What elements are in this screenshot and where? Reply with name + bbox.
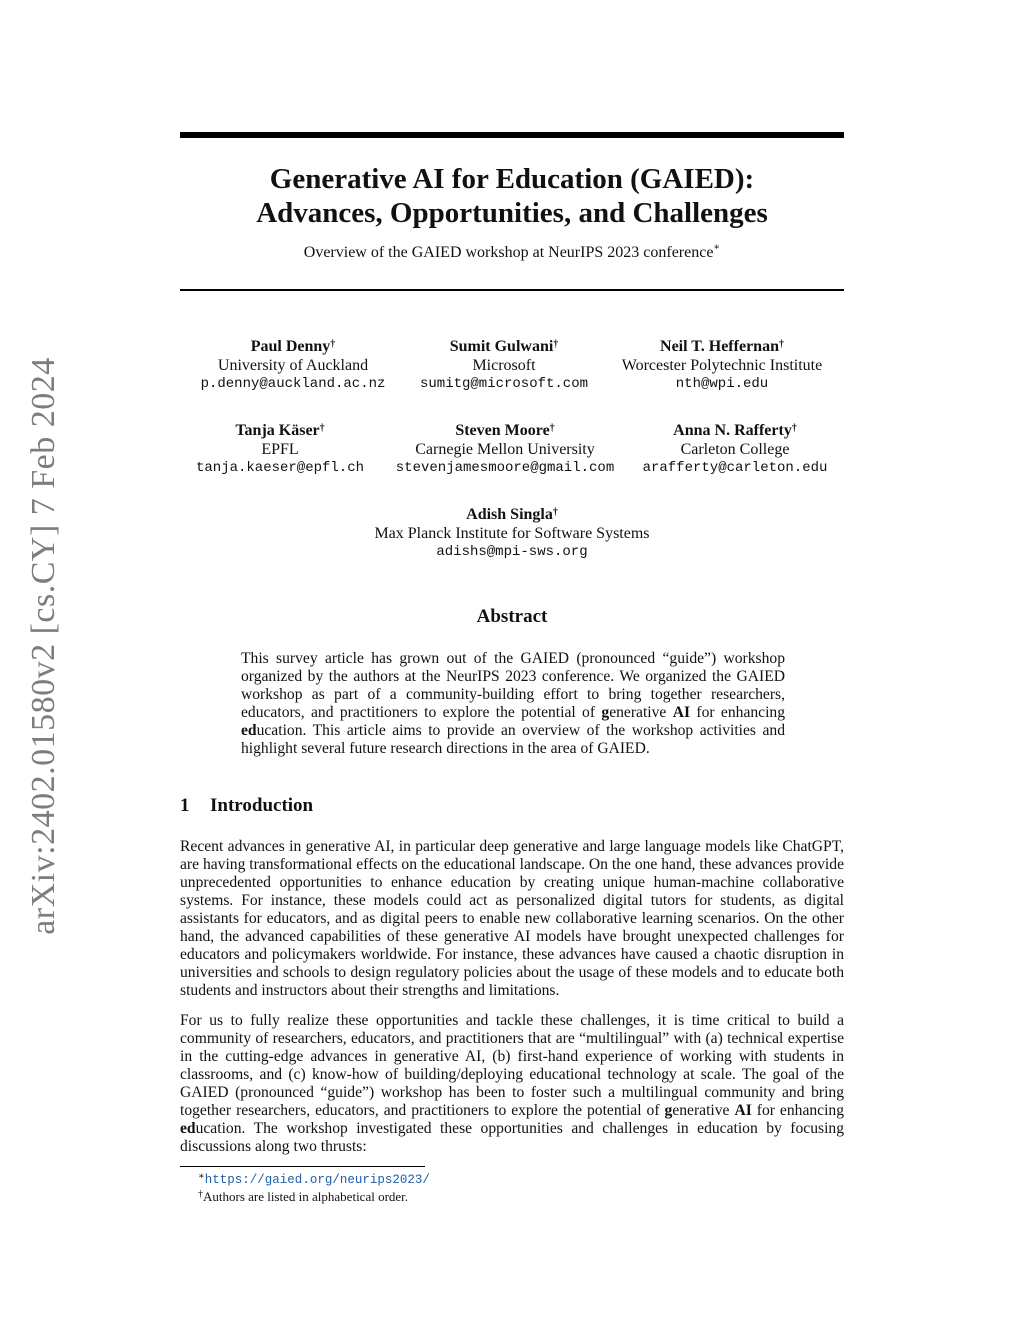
- author-block: [193, 337, 393, 394]
- paragraph-emphasis: ed: [180, 1120, 196, 1137]
- title-line-1: Generative AI for Education (GAIED):: [269, 163, 755, 195]
- author-name: Sumit Gulwani: [449, 338, 554, 355]
- author-name-line: [404, 337, 604, 356]
- footnote: [198, 1189, 408, 1205]
- author-email: stevenjamesmoore@gmail.com: [395, 460, 615, 476]
- author-block: [612, 337, 832, 394]
- author-mark: †: [552, 507, 558, 518]
- abstract-text: enerative: [609, 704, 673, 721]
- arxiv-identifier: [22, 357, 66, 935]
- abstract-text: ucation. This article aims to provide an overview of the workshop activities and highlight several future research directions in the area of GAIED.: [241, 722, 785, 757]
- author-email: p.denny@auckland.ac.nz: [200, 376, 386, 392]
- footnote-text: Authors are listed in alphabetical order.: [203, 1189, 409, 1204]
- paragraph-emphasis: AI: [734, 1102, 752, 1119]
- author-block: [632, 421, 838, 478]
- author-name-line: [352, 505, 672, 524]
- author-mark: †: [778, 339, 784, 350]
- paragraph-text: enerative: [672, 1102, 735, 1119]
- author-mark: †: [553, 339, 559, 350]
- section-title: Introduction: [210, 795, 314, 816]
- author-email: arafferty@carleton.edu: [642, 460, 828, 476]
- author-mark: †: [791, 423, 797, 434]
- paper-title: [180, 162, 844, 230]
- title-bottom-rule: [180, 289, 844, 291]
- section-number: 1: [180, 795, 190, 816]
- body-paragraph: Recent advances in generative AI, in particular deep generative and large language models like ChatGPT, are having transformational effects on the educational landscape. On the one hand, these advances provide unprecedented opportunities to enhance education by creating unique human-machine collaborative systems. For instance, these models could act as personalized digital tutors for students, as digital assistants for educators, and as digital peers to enable new collaborative learning scenarios. On the other hand, the advanced capabilities of these generative AI models have brought unexpected challenges for educators and policymakers worldwide. For instance, these advances have caused a chaotic disruption in universities and schools to design regulatory policies about the usage of these models and to educate both students and instructors about their strengths and limitations.: [180, 838, 844, 999]
- author-mark: †: [549, 423, 555, 434]
- author-mark: †: [330, 339, 336, 350]
- author-name-line: [193, 337, 393, 356]
- author-name: Adish Singla: [466, 506, 553, 523]
- author-affiliation: Worcester Polytechnic Institute: [621, 357, 823, 374]
- author-email: sumitg@microsoft.com: [419, 376, 589, 392]
- author-affiliation: Microsoft: [472, 357, 536, 374]
- author-name-line: [632, 421, 838, 440]
- author-affiliation: EPFL: [261, 441, 299, 458]
- paragraph-text: For us to fully realize these opportunities and tackle these challenges, it is time critical to build a community of researchers, educators, and practitioners that are “multilingual” with (a) technical expertise in the cutting-edge advances in generative AI, (b) first-hand experience of working with students in classrooms, and (c) know-how of building/deploying educational technology at scale. The goal of the GAIED (pronounced “guide”) workshop has been to foster such a multilingual community and bring together researchers, educators, and practitioners to explore the potential of: [180, 1012, 844, 1119]
- abstract-text: for enhancing: [690, 704, 786, 721]
- author-block: [180, 421, 380, 478]
- author-block: [352, 505, 672, 562]
- author-name-line: [388, 421, 622, 440]
- footnote-mark: †: [198, 1189, 203, 1200]
- paragraph-emphasis: g: [664, 1102, 673, 1119]
- author-name: Anna N. Rafferty: [673, 422, 792, 439]
- section-heading: [180, 795, 313, 817]
- footnote-rule: [180, 1166, 425, 1167]
- author-email: adishs@mpi-sws.org: [436, 544, 588, 560]
- author-email: tanja.kaeser@epfl.ch: [195, 460, 365, 476]
- abstract-emphasis: AI: [672, 704, 691, 721]
- footnote: [198, 1171, 430, 1188]
- paragraph-text: ucation. The workshop investigated these opportunities and challenges in education by focusing discussions along two thrusts:: [180, 1120, 844, 1155]
- author-email: nth@wpi.edu: [675, 376, 769, 392]
- abstract-body: [241, 650, 785, 758]
- title-line-2: Advances, Opportunities, and Challenges: [256, 197, 768, 229]
- author-name-line: [180, 421, 380, 440]
- author-affiliation: Max Planck Institute for Software Systems: [374, 525, 650, 542]
- footnote-mark: ∗: [198, 1171, 205, 1182]
- paragraph-text: for enhancing: [751, 1102, 845, 1119]
- author-mark: †: [319, 423, 325, 434]
- subtitle-footnote-mark: ∗: [713, 242, 721, 253]
- author-name: Paul Denny: [250, 338, 331, 355]
- arxiv-id-text: arXiv:2402.01580v2 [cs.CY] 7 Feb 2024: [25, 357, 62, 935]
- body-paragraph: [180, 1012, 844, 1156]
- author-affiliation: Carleton College: [680, 441, 790, 458]
- author-name: Steven Moore: [455, 422, 550, 439]
- subtitle-text: Overview of the GAIED workshop at NeurIPS 2023 conference: [303, 244, 714, 261]
- abstract-text: This survey article has grown out of the GAIED (pronounced “guide”) workshop organized by the authors at the NeurIPS 2023 conference. We organized the GAIED workshop as part of a community-building effort to bring together researchers, educators, and practitioners to explore the potential of: [241, 650, 785, 721]
- author-affiliation: Carnegie Mellon University: [415, 441, 595, 458]
- author-affiliation: University of Auckland: [217, 357, 369, 374]
- footnote-link[interactable]: https://gaied.org/neurips2023/: [204, 1173, 430, 1187]
- paper-subtitle: [180, 244, 844, 262]
- abstract-heading: Abstract: [476, 606, 548, 627]
- author-name: Neil T. Heffernan: [660, 338, 779, 355]
- title-top-rule: [180, 132, 844, 138]
- abstract-emphasis: g: [601, 704, 610, 721]
- abstract-emphasis: ed: [241, 722, 257, 739]
- author-name: Tanja Käser: [235, 422, 320, 439]
- author-block: [404, 337, 604, 394]
- author-block: [388, 421, 622, 478]
- author-name-line: [612, 337, 832, 356]
